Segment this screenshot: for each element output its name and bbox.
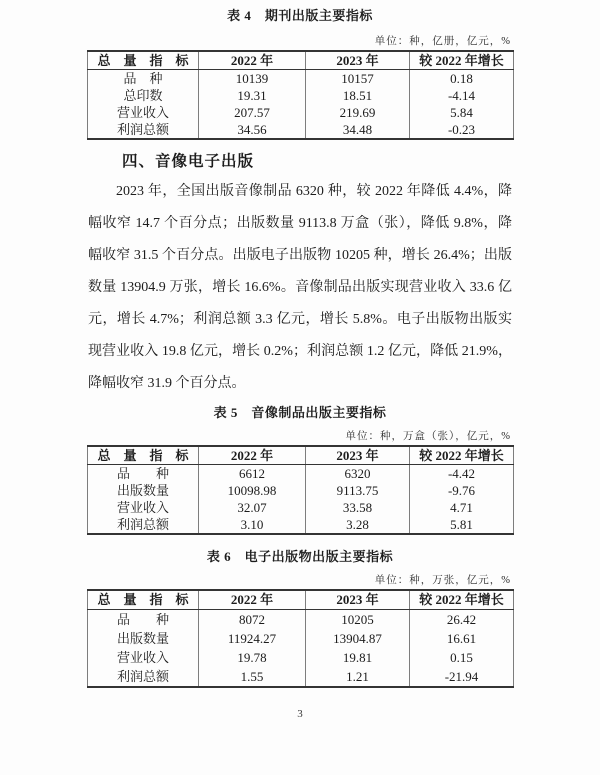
table6-row-profit — [88, 667, 514, 687]
paragraph-line: 2023 年，全国出版音像制品 6320 种，较 2022 年降低 4.4%，降 — [116, 184, 512, 199]
table4-row-varieties — [88, 70, 514, 88]
table6-row-varieties — [88, 610, 514, 630]
row-label: 品 种 — [88, 70, 199, 88]
cell-growth: 5.84 — [410, 104, 514, 121]
cell-growth: -4.14 — [410, 87, 514, 104]
cell-2023: 219.69 — [306, 104, 410, 121]
row-label: 品 种 — [88, 465, 199, 483]
cell-2022: 19.31 — [199, 87, 306, 104]
cell-2022: 1.55 — [199, 667, 306, 687]
table5-caption: 表 5 音像制品出版主要指标 — [213, 405, 387, 420]
table4-row-revenue — [88, 104, 514, 121]
table4-unit-note: 单位：种，亿册，亿元，% — [374, 36, 511, 47]
table6-unit-note: 单位：种，万张，亿元，% — [374, 575, 511, 586]
cell-2023: 6320 — [306, 465, 410, 483]
table6-electronic-publications-indicators — [87, 589, 514, 688]
table4-caption: 表 4 期刊出版主要指标 — [227, 8, 373, 23]
cell-growth: -9.76 — [410, 482, 514, 499]
table6-header-2022: 2022 年 — [199, 590, 306, 610]
row-label: 利润总额 — [88, 121, 199, 139]
cell-2023: 18.51 — [306, 87, 410, 104]
table5-audio-video-indicators — [87, 445, 514, 535]
cell-2022: 8072 — [199, 610, 306, 630]
cell-growth: -21.94 — [410, 667, 514, 687]
table5-header-indicator: 总 量 指 标 — [88, 446, 199, 465]
cell-growth: 0.15 — [410, 648, 514, 667]
row-label: 利润总额 — [88, 516, 199, 534]
table6-row-quantity — [88, 629, 514, 648]
table6-header-row — [88, 590, 514, 610]
table4-row-profit — [88, 121, 514, 139]
table5-row-revenue — [88, 499, 514, 516]
paragraph-line: 降幅收窄 31.9 个百分点。 — [88, 376, 246, 391]
table6-header-indicator: 总 量 指 标 — [88, 590, 199, 610]
cell-2023: 9113.75 — [306, 482, 410, 499]
page-number: 3 — [297, 708, 303, 720]
table4-header-2023: 2023 年 — [306, 51, 410, 70]
cell-2023: 1.21 — [306, 667, 410, 687]
cell-2023: 19.81 — [306, 648, 410, 667]
row-label: 总印数 — [88, 87, 199, 104]
cell-2022: 6612 — [199, 465, 306, 483]
cell-2022: 207.57 — [199, 104, 306, 121]
cell-2023: 3.28 — [306, 516, 410, 534]
row-label: 品 种 — [88, 610, 199, 630]
table5-header-2022: 2022 年 — [199, 446, 306, 465]
paragraph-line: 幅收窄 31.5 个百分点。出版电子出版物 10205 种，增长 26.4%；出版 — [88, 248, 512, 263]
table4-header-row — [88, 51, 514, 70]
cell-growth: 0.18 — [410, 70, 514, 88]
cell-2022: 10139 — [199, 70, 306, 88]
row-label: 利润总额 — [88, 667, 199, 687]
table5-row-profit — [88, 516, 514, 534]
table5-header-row — [88, 446, 514, 465]
cell-2023: 13904.87 — [306, 629, 410, 648]
cell-growth: 5.81 — [410, 516, 514, 534]
section-heading-audiovisual: 四、音像电子出版 — [122, 153, 255, 170]
paragraph-line: 元，增长 4.7%；利润总额 3.3 亿元，增长 5.8%。电子出版物出版实 — [88, 312, 512, 327]
table6-caption: 表 6 电子出版物出版主要指标 — [206, 549, 394, 564]
table5-header-2023: 2023 年 — [306, 446, 410, 465]
table4-row-total-prints — [88, 87, 514, 104]
table4-header-growth: 较 2022 年增长 — [410, 51, 514, 70]
table6-row-revenue — [88, 648, 514, 667]
table4-header-indicator: 总 量 指 标 — [88, 51, 199, 70]
cell-growth: 16.61 — [410, 629, 514, 648]
body-paragraph — [88, 176, 512, 400]
cell-2022: 32.07 — [199, 499, 306, 516]
table4-periodical-indicators — [87, 50, 514, 140]
cell-2023: 33.58 — [306, 499, 410, 516]
cell-2022: 3.10 — [199, 516, 306, 534]
paragraph-line: 数量 13904.9 万张，增长 16.6%。音像制品出版实现营业收入 33.6 亿 — [88, 280, 512, 295]
row-label: 营业收入 — [88, 104, 199, 121]
cell-2023: 10205 — [306, 610, 410, 630]
cell-growth: -4.42 — [410, 465, 514, 483]
row-label: 出版数量 — [88, 482, 199, 499]
cell-2023: 10157 — [306, 70, 410, 88]
table5-row-varieties — [88, 465, 514, 483]
table5-row-quantity — [88, 482, 514, 499]
table5-header-growth: 较 2022 年增长 — [410, 446, 514, 465]
table6-header-growth: 较 2022 年增长 — [410, 590, 514, 610]
cell-growth: 4.71 — [410, 499, 514, 516]
cell-2022: 19.78 — [199, 648, 306, 667]
cell-2022: 34.56 — [199, 121, 306, 139]
table5-unit-note: 单位：种，万盒（张），亿元，% — [345, 431, 511, 442]
cell-2022: 11924.27 — [199, 629, 306, 648]
cell-2023: 34.48 — [306, 121, 410, 139]
cell-2022: 10098.98 — [199, 482, 306, 499]
row-label: 营业收入 — [88, 648, 199, 667]
row-label: 营业收入 — [88, 499, 199, 516]
cell-growth: 26.42 — [410, 610, 514, 630]
table6-header-2023: 2023 年 — [306, 590, 410, 610]
cell-growth: -0.23 — [410, 121, 514, 139]
paragraph-line: 现营业收入 19.8 亿元，增长 0.2%；利润总额 1.2 亿元，降低 21.9%， — [88, 344, 512, 359]
row-label: 出版数量 — [88, 629, 199, 648]
paragraph-line: 幅收窄 14.7 个百分点；出版数量 9113.8 万盒（张），降低 9.8%，降 — [88, 216, 512, 231]
table4-header-2022: 2022 年 — [199, 51, 306, 70]
